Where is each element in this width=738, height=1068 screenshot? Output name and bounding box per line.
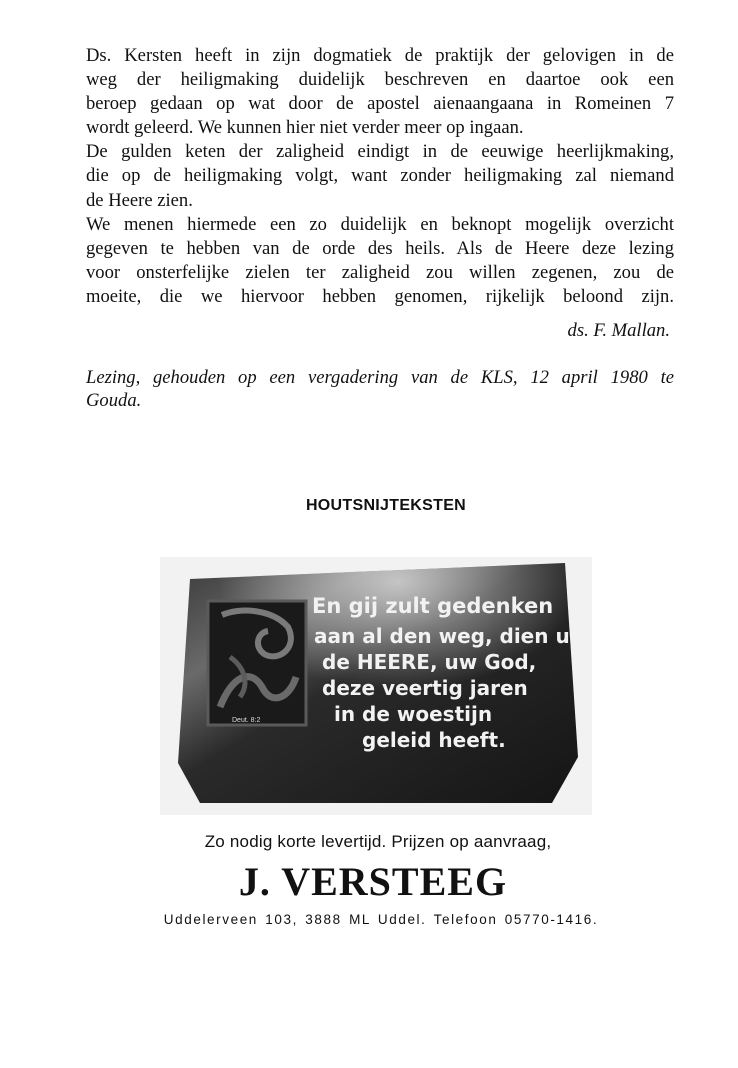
article-line: weg der heiligmaking duidelijk beschreven en daartoe ook een — [86, 69, 674, 91]
lecture-source-note — [86, 366, 674, 412]
article-line: voor onsterfelijke zielen ter zaligheid zou willen zegenen, zou de — [86, 261, 674, 283]
carving-reference: Deut. 8:2 — [232, 717, 261, 724]
article-line: gegeven te hebben van de orde des heils. Als de Heere deze lezing — [86, 237, 674, 259]
advertiser-name: J. VERSTEEG — [238, 859, 508, 904]
article-line: We menen hiermede een zo duidelijk en beknopt mogelijk overzicht — [86, 213, 674, 235]
article-line: De gulden keten der zaligheid eindigt in de eeuwige heerlijkmaking, — [86, 141, 674, 163]
carving-line: deze veertig jaren — [322, 676, 528, 700]
author-signature: ds. F. Mallan. — [567, 320, 670, 341]
woodcarving-image — [160, 557, 592, 815]
article-line: moeite, die we hiervoor hebben genomen, rijkelijk beloond zijn. — [86, 285, 674, 307]
carving-line: de HEERE, uw God, — [322, 650, 537, 674]
source-line: Lezing, gehouden op een vergadering van de KLS, 12 april 1980 te — [86, 367, 674, 388]
carving-line: in de woestijn — [334, 702, 493, 726]
advertiser-address: Uddelerveen 103, 3888 ML Uddel. Telefoon 05770-1416. — [163, 912, 599, 927]
article-line: die op de heiligmaking volgt, want zonder heiligmaking zal niemand — [86, 165, 674, 187]
article-line: Ds. Kersten heeft in zijn dogmatiek de praktijk der gelovigen in de — [86, 45, 674, 66]
woodcarving-photo — [160, 557, 592, 815]
article-line: beroep gedaan op wat door de apostel aienaangaana in Romeinen 7 — [86, 93, 674, 115]
article-line: de Heere zien. — [86, 189, 193, 211]
delivery-info: Zo nodig korte levertijd. Prijzen op aanvraag, — [204, 832, 552, 851]
carving-line: geleid heeft. — [362, 728, 506, 752]
article-body — [86, 44, 674, 309]
advertisement-heading: HOUTSNIJTEKSTEN — [305, 497, 467, 514]
carving-line: aan al den weg, dien u — [314, 624, 570, 648]
article-line: wordt geleerd. We kunnen hier niet verder meer op ingaan. — [86, 117, 524, 139]
carving-line: En gij zult gedenken — [312, 594, 554, 618]
source-line: Gouda. — [86, 390, 142, 411]
